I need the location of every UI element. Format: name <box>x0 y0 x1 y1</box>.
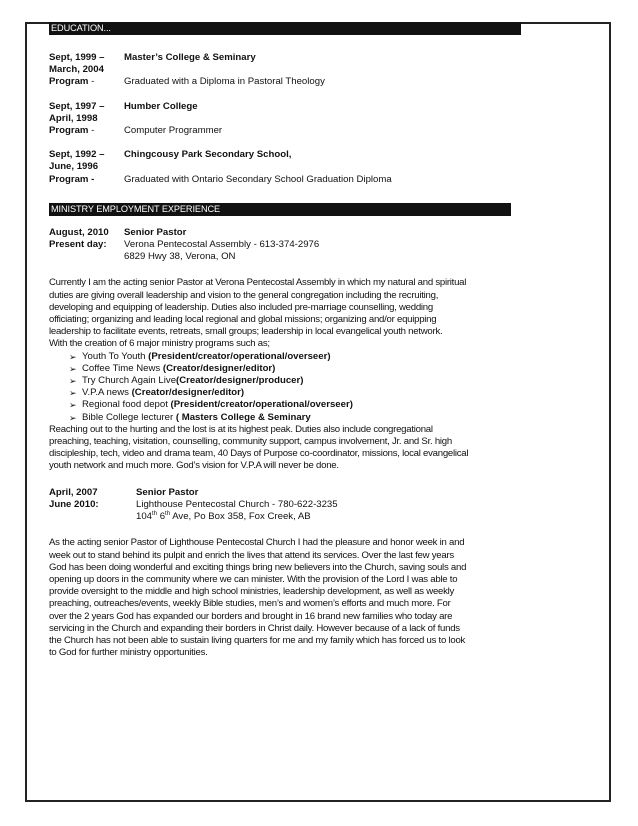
job1-desc2-line: Reaching out to the hurting and the lost is at its highest peak. Duties also include congregational <box>49 423 433 435</box>
edu3-date-start: Sept, 1992 – <box>49 149 105 161</box>
job1-desc2-line: youth network and much more. God’s vision for V.P.A will never be done. <box>49 460 339 472</box>
job1-desc-line: officiating; organizing and leading local regional and global missions; organizing and/or equipping <box>49 314 437 326</box>
job2-desc-line: preaching, outreaches/events, weekly Bible studies, men’s and women’s efforts and much more. For <box>49 598 451 610</box>
education-entry-2 <box>49 101 549 138</box>
edu1-date-end: March, 2004 <box>49 64 104 76</box>
edu1-date-start: Sept, 1999 – <box>49 52 105 63</box>
edu1-program: Graduated with a Diploma in Pastoral Theology <box>124 76 325 88</box>
job2-date-start: April, 2007 <box>49 486 98 498</box>
list-item: ➢ Regional food depot (President/creator/operational/overseer) <box>69 399 353 411</box>
job1-desc2-line: discipleship, tech, video and drama team, 40 Days of Purpose co-coordinator, missions, local evangelical <box>49 448 469 460</box>
job1-address: 6829 Hwy 38, Verona, ON <box>124 251 236 263</box>
job1-date-start: August, 2010 <box>49 226 109 238</box>
edu3-program: Graduated with Ontario Secondary School Graduation Diploma <box>124 173 392 185</box>
resume-content <box>49 22 549 659</box>
job2-desc-line: God has been doing wonderful and exciting things bring new believers into the Church, saving souls and <box>49 561 467 573</box>
job2-desc-line: to God for further ministry opportunities. <box>49 647 208 659</box>
arrow-bullet-icon: ➢ <box>69 400 77 411</box>
job1-title: Senior Pastor <box>124 226 187 238</box>
edu2-dash: - <box>91 125 95 137</box>
job-lighthouse <box>49 487 549 660</box>
edu2-school: Humber College <box>124 100 198 112</box>
job1-description <box>49 277 549 350</box>
job1-desc-line: With the creation of 6 major ministry programs such as; <box>49 338 270 350</box>
arrow-bullet-icon: ➢ <box>69 351 77 362</box>
job1-date-end: Present day: <box>49 239 107 251</box>
education-entry-1 <box>49 52 549 89</box>
edu1-program-label: Program <box>49 76 89 88</box>
list-item: ➢ Try Church Again Live(Creator/designer/producer) <box>69 375 304 387</box>
list-item: ➢ Bible College lecturer ( Masters College & Seminary <box>69 411 311 423</box>
job2-date-end: June 2010: <box>49 498 99 510</box>
job2-description <box>49 537 549 659</box>
job2-desc-line: week out to stand behind its pulpit and enrich the lives that attend its services. Over the last few years <box>49 549 454 561</box>
edu3-school: Chingcousy Park Secondary School, <box>124 149 292 161</box>
job2-desc-line: provide oversight to the middle and high school ministries, leadership development, as well as weekly <box>49 586 455 598</box>
job2-desc-line: opening up doors in the community where we can minister. With the provision of the Lord I was able to <box>49 573 458 585</box>
edu1-dash: - <box>91 76 95 88</box>
edu2-date-end: April, 1998 <box>49 112 98 124</box>
job2-desc-line: servicing in the Church and expanding their borders in Christ daily. However because of a lack of funds <box>49 622 460 634</box>
list-item: ➢ Youth To Youth (President/creator/operational/overseer) <box>69 350 331 362</box>
job-verona <box>49 227 549 473</box>
job2-title: Senior Pastor <box>136 486 199 498</box>
job2-org: Lighthouse Pentecostal Church - 780-622-3235 <box>136 498 338 510</box>
edu3-dash: - <box>91 173 95 185</box>
edu2-program-label: Program <box>49 125 89 137</box>
ministry-heading: MINISTRY EMPLOYMENT EXPERIENCE <box>49 203 511 216</box>
education-heading: EDUCATION... <box>49 22 521 35</box>
edu3-date-end: June, 1996 <box>49 161 99 173</box>
education-entry-3 <box>49 149 549 186</box>
job1-description-2 <box>49 424 549 473</box>
job1-desc-line: developing and equipping of leadership. Duties also included pre-marriage counselling, wedding <box>49 301 433 313</box>
job1-desc2-line: preaching, teaching, visitation, counselling, community support, campus involvement, Jr. and Sr. high <box>49 436 452 448</box>
arrow-bullet-icon: ➢ <box>69 412 77 423</box>
edu3-program-label: Program <box>49 173 89 185</box>
job2-desc-line: As the acting senior Pastor of Lighthouse Pentecostal Church I had the pleasure and honor week in and <box>49 537 465 549</box>
job1-desc-line: Currently I am the acting senior Pastor at Verona Pentecostal Assembly in which my natural and spiritual <box>49 277 467 289</box>
job1-desc-line: leadership to facilitate events, retreats, small groups; leadership in local evangelical youth network. <box>49 326 443 338</box>
job2-desc-line: over the 2 years God has expanded our borders and brought in 16 brand new families who today are <box>49 610 453 622</box>
list-item: ➢ V.P.A news (Creator/designer/editor) <box>69 387 245 399</box>
job2-address: 104th 6th Ave, Po Box 358, Fox Creek, AB <box>136 510 311 523</box>
job2-desc-line: the Church has not been able to sustain living quarters for me and my family which has forced us to look <box>49 634 466 646</box>
edu1-school: Master’s College & Seminary <box>124 52 256 63</box>
ministry-programs-list <box>49 351 549 424</box>
arrow-bullet-icon: ➢ <box>69 376 77 387</box>
arrow-bullet-icon: ➢ <box>69 388 77 399</box>
job1-org: Verona Pentecostal Assembly - 613-374-2976 <box>124 239 320 251</box>
arrow-bullet-icon: ➢ <box>69 363 77 374</box>
job1-desc-line: duties are giving overall leadership and vision to the general congregation including the recruiting, <box>49 289 439 301</box>
list-item: ➢ Coffee Time News (Creator/designer/editor) <box>69 362 276 374</box>
edu2-date-start: Sept, 1997 – <box>49 100 105 112</box>
edu2-program: Computer Programmer <box>124 125 223 137</box>
